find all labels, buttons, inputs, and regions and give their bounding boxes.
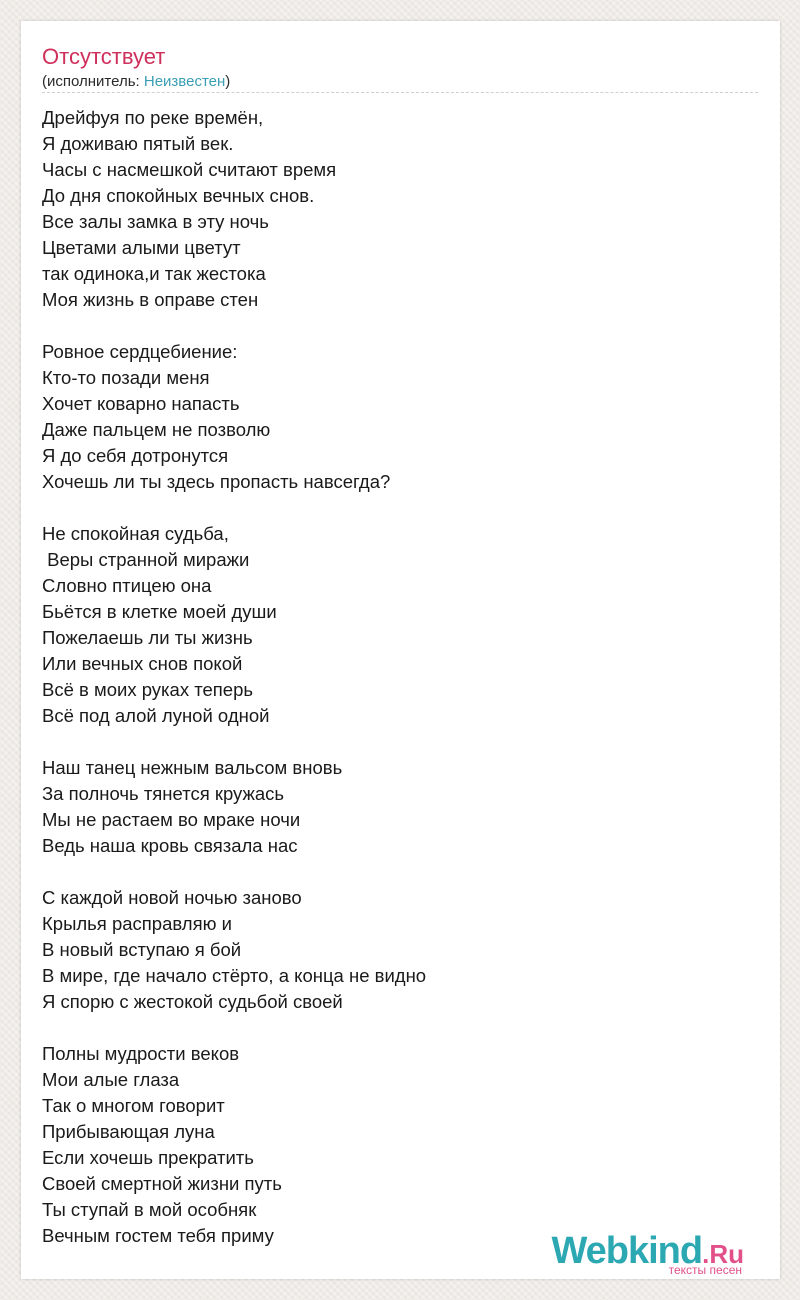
lyric-line: Я до себя дотронутся <box>42 445 229 466</box>
lyric-line: Наш танец нежным вальсом вновь <box>42 757 343 778</box>
lyric-line: Даже пальцем не позволю <box>42 419 271 440</box>
lyric-line: В мире, где начало стёрто, а конца не видно <box>42 965 427 986</box>
lyrics-stanza <box>42 885 758 1015</box>
lyric-line: Всё в моих руках теперь <box>42 679 254 700</box>
lyric-line: За полночь тянется кружась <box>42 783 285 804</box>
lyric-line: В новый вступаю я бой <box>42 939 242 960</box>
artist-prefix: (исполнитель: <box>42 73 144 90</box>
lyric-line: Ты ступай в мой особняк <box>42 1199 257 1220</box>
lyrics-body <box>42 105 758 1249</box>
lyric-line: Мы не растаем во мраке ночи <box>42 809 301 830</box>
lyric-line: Или вечных снов покой <box>42 653 243 674</box>
song-title: Отсутствует <box>42 44 166 69</box>
lyric-line: Полны мудрости веков <box>42 1043 240 1064</box>
artist-suffix: ) <box>225 73 231 90</box>
lyric-line: Пожелаешь ли ты жизнь <box>42 627 253 648</box>
lyrics-stanza <box>42 339 758 495</box>
lyric-line: Моя жизнь в оправе стен <box>42 289 259 310</box>
lyric-line: так одинока,и так жестока <box>42 263 266 284</box>
lyric-line: Хочешь ли ты здесь пропасть навсегда? <box>42 471 391 492</box>
lyric-line: Мои алые глаза <box>42 1069 180 1090</box>
lyric-line: Ровное сердцебиение: <box>42 341 238 362</box>
lyric-line: Дрейфуя по реке времён, <box>42 107 264 128</box>
lyric-line: Если хочешь прекратить <box>42 1147 254 1168</box>
lyric-line: Хочет коварно напасть <box>42 393 240 414</box>
lyrics-card <box>21 21 780 1279</box>
header-divider <box>42 92 758 93</box>
lyrics-stanza <box>42 105 758 313</box>
lyric-line: Крылья расправляю и <box>42 913 232 934</box>
artist-line <box>42 72 230 92</box>
lyric-line: До дня спокойных вечных снов. <box>42 185 315 206</box>
lyric-line: Все залы замка в эту ночь <box>42 211 269 232</box>
lyric-line: Бьётся в клетке моей души <box>42 601 277 622</box>
lyric-line: Часы с насмешкой считают время <box>42 159 337 180</box>
lyric-line: С каждой новой ночью заново <box>42 887 302 908</box>
lyric-line: Я доживаю пятый век. <box>42 133 234 154</box>
lyric-line: Веры странной миражи <box>42 549 250 570</box>
lyric-line: Своей смертной жизни путь <box>42 1173 282 1194</box>
logo-tagline: тексты песен <box>668 1263 742 1277</box>
lyrics-stanza <box>42 521 758 729</box>
logo-main-text: Webkind <box>551 1230 703 1272</box>
webkind-logo[interactable] <box>551 1230 744 1277</box>
lyrics-stanza <box>42 755 758 859</box>
lyric-line: Цветами алыми цветут <box>42 237 241 258</box>
artist-link[interactable]: Неизвестен <box>143 73 226 90</box>
lyric-line: Так о многом говорит <box>42 1095 225 1116</box>
lyric-line: Всё под алой луной одной <box>42 705 270 726</box>
lyric-line: Кто-то позади меня <box>42 367 210 388</box>
lyric-line: Ведь наша кровь связала нас <box>42 835 298 856</box>
lyric-line: Не спокойная судьба, <box>42 523 229 544</box>
lyric-line: Вечным гостем тебя приму <box>42 1225 274 1246</box>
lyric-line: Я спорю с жестокой судьбой своей <box>42 991 343 1012</box>
lyrics-stanza <box>42 1041 758 1249</box>
lyric-line: Словно птицею она <box>42 575 212 596</box>
logo-tld: .Ru <box>702 1239 744 1269</box>
lyric-line: Прибывающая луна <box>42 1121 215 1142</box>
